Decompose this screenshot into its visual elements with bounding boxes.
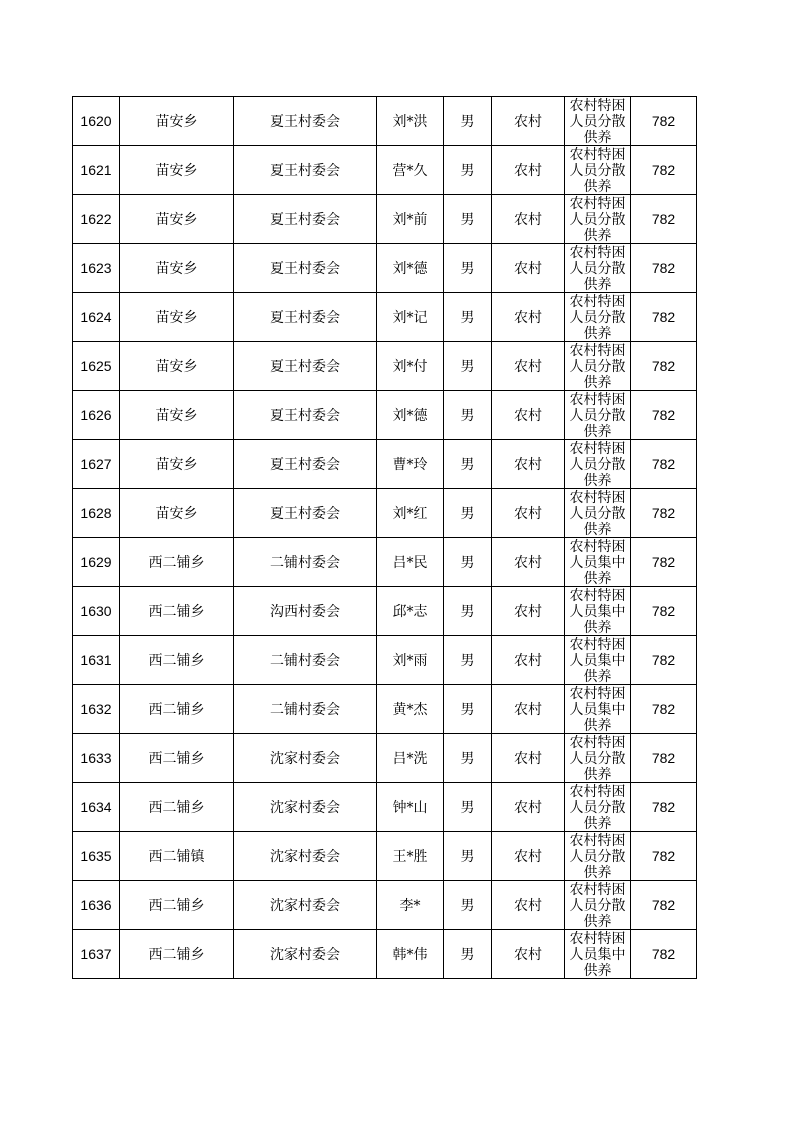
support-type-cell xyxy=(565,734,631,783)
residence-type-cell: 农村 xyxy=(492,97,565,146)
person-name-cell: 邱*志 xyxy=(377,587,444,636)
amount-cell: 782 xyxy=(631,244,697,293)
village-committee-cell: 沈家村委会 xyxy=(234,832,377,881)
support-type-text: 农村特困人员分散供养 xyxy=(569,147,626,194)
township-cell: 苗安乡 xyxy=(120,391,234,440)
amount-cell: 782 xyxy=(631,832,697,881)
support-type-cell xyxy=(565,195,631,244)
table-row xyxy=(73,195,697,244)
support-type-text: 农村特困人员集中供养 xyxy=(569,539,626,586)
table-body xyxy=(73,97,697,979)
gender-cell: 男 xyxy=(444,244,492,293)
serial-number-cell: 1624 xyxy=(73,293,120,342)
gender-cell: 男 xyxy=(444,440,492,489)
table-row xyxy=(73,783,697,832)
table-row xyxy=(73,440,697,489)
gender-cell: 男 xyxy=(444,538,492,587)
township-cell: 苗安乡 xyxy=(120,244,234,293)
village-committee-cell: 夏王村委会 xyxy=(234,97,377,146)
person-name-cell: 钟*山 xyxy=(377,783,444,832)
township-cell: 西二铺乡 xyxy=(120,587,234,636)
support-type-text: 农村特困人员分散供养 xyxy=(569,490,626,537)
person-name-cell: 吕*洗 xyxy=(377,734,444,783)
amount-cell: 782 xyxy=(631,538,697,587)
person-name-cell: 刘*红 xyxy=(377,489,444,538)
gender-cell: 男 xyxy=(444,97,492,146)
gender-cell: 男 xyxy=(444,146,492,195)
table-row xyxy=(73,832,697,881)
support-type-cell xyxy=(565,440,631,489)
amount-cell: 782 xyxy=(631,489,697,538)
residence-type-cell: 农村 xyxy=(492,342,565,391)
support-type-cell xyxy=(565,636,631,685)
table-row xyxy=(73,734,697,783)
residence-type-cell: 农村 xyxy=(492,440,565,489)
gender-cell: 男 xyxy=(444,832,492,881)
amount-cell: 782 xyxy=(631,440,697,489)
support-type-cell xyxy=(565,391,631,440)
township-cell: 苗安乡 xyxy=(120,489,234,538)
village-committee-cell: 沈家村委会 xyxy=(234,734,377,783)
residence-type-cell: 农村 xyxy=(492,538,565,587)
person-name-cell: 王*胜 xyxy=(377,832,444,881)
serial-number-cell: 1633 xyxy=(73,734,120,783)
village-committee-cell: 夏王村委会 xyxy=(234,342,377,391)
support-type-cell xyxy=(565,538,631,587)
table-row xyxy=(73,636,697,685)
support-type-text: 农村特困人员分散供养 xyxy=(569,98,626,145)
amount-cell: 782 xyxy=(631,783,697,832)
support-type-cell xyxy=(565,146,631,195)
support-type-cell xyxy=(565,97,631,146)
amount-cell: 782 xyxy=(631,881,697,930)
gender-cell: 男 xyxy=(444,930,492,979)
village-committee-cell: 夏王村委会 xyxy=(234,440,377,489)
serial-number-cell: 1627 xyxy=(73,440,120,489)
table-row xyxy=(73,881,697,930)
person-name-cell: 吕*民 xyxy=(377,538,444,587)
serial-number-cell: 1623 xyxy=(73,244,120,293)
residence-type-cell: 农村 xyxy=(492,783,565,832)
gender-cell: 男 xyxy=(444,342,492,391)
serial-number-cell: 1622 xyxy=(73,195,120,244)
table-row xyxy=(73,244,697,293)
village-committee-cell: 沈家村委会 xyxy=(234,783,377,832)
village-committee-cell: 二铺村委会 xyxy=(234,538,377,587)
serial-number-cell: 1620 xyxy=(73,97,120,146)
residence-type-cell: 农村 xyxy=(492,832,565,881)
support-type-text: 农村特困人员分散供养 xyxy=(569,833,626,880)
village-committee-cell: 夏王村委会 xyxy=(234,146,377,195)
person-name-cell: 韩*伟 xyxy=(377,930,444,979)
residence-type-cell: 农村 xyxy=(492,195,565,244)
person-name-cell: 营*久 xyxy=(377,146,444,195)
support-type-text: 农村特困人员分散供养 xyxy=(569,784,626,831)
residence-type-cell: 农村 xyxy=(492,146,565,195)
amount-cell: 782 xyxy=(631,685,697,734)
township-cell: 苗安乡 xyxy=(120,342,234,391)
person-name-cell: 刘*德 xyxy=(377,391,444,440)
gender-cell: 男 xyxy=(444,293,492,342)
table-row xyxy=(73,97,697,146)
support-type-text: 农村特困人员分散供养 xyxy=(569,196,626,243)
village-committee-cell: 沟西村委会 xyxy=(234,587,377,636)
table-row xyxy=(73,930,697,979)
serial-number-cell: 1632 xyxy=(73,685,120,734)
person-name-cell: 黄*杰 xyxy=(377,685,444,734)
amount-cell: 782 xyxy=(631,342,697,391)
person-name-cell: 刘*前 xyxy=(377,195,444,244)
table-row xyxy=(73,293,697,342)
support-type-cell xyxy=(565,930,631,979)
beneficiary-table xyxy=(72,96,697,979)
residence-type-cell: 农村 xyxy=(492,489,565,538)
village-committee-cell: 夏王村委会 xyxy=(234,391,377,440)
amount-cell: 782 xyxy=(631,146,697,195)
support-type-cell xyxy=(565,783,631,832)
township-cell: 苗安乡 xyxy=(120,440,234,489)
serial-number-cell: 1637 xyxy=(73,930,120,979)
township-cell: 西二铺乡 xyxy=(120,685,234,734)
amount-cell: 782 xyxy=(631,587,697,636)
table-row xyxy=(73,538,697,587)
person-name-cell: 刘*德 xyxy=(377,244,444,293)
serial-number-cell: 1635 xyxy=(73,832,120,881)
serial-number-cell: 1634 xyxy=(73,783,120,832)
gender-cell: 男 xyxy=(444,881,492,930)
gender-cell: 男 xyxy=(444,195,492,244)
amount-cell: 782 xyxy=(631,930,697,979)
residence-type-cell: 农村 xyxy=(492,636,565,685)
support-type-text: 农村特困人员分散供养 xyxy=(569,735,626,782)
township-cell: 西二铺乡 xyxy=(120,930,234,979)
township-cell: 苗安乡 xyxy=(120,146,234,195)
support-type-text: 农村特困人员分散供养 xyxy=(569,392,626,439)
amount-cell: 782 xyxy=(631,293,697,342)
support-type-cell xyxy=(565,881,631,930)
residence-type-cell: 农村 xyxy=(492,244,565,293)
support-type-text: 农村特困人员分散供养 xyxy=(569,441,626,488)
village-committee-cell: 沈家村委会 xyxy=(234,881,377,930)
support-type-text: 农村特困人员分散供养 xyxy=(569,294,626,341)
residence-type-cell: 农村 xyxy=(492,685,565,734)
table-row xyxy=(73,685,697,734)
support-type-text: 农村特困人员集中供养 xyxy=(569,588,626,635)
township-cell: 西二铺乡 xyxy=(120,881,234,930)
serial-number-cell: 1636 xyxy=(73,881,120,930)
table-row xyxy=(73,391,697,440)
serial-number-cell: 1625 xyxy=(73,342,120,391)
amount-cell: 782 xyxy=(631,636,697,685)
support-type-text: 农村特困人员分散供养 xyxy=(569,245,626,292)
amount-cell: 782 xyxy=(631,734,697,783)
serial-number-cell: 1626 xyxy=(73,391,120,440)
residence-type-cell: 农村 xyxy=(492,734,565,783)
residence-type-cell: 农村 xyxy=(492,293,565,342)
table-row xyxy=(73,587,697,636)
support-type-cell xyxy=(565,293,631,342)
township-cell: 苗安乡 xyxy=(120,293,234,342)
serial-number-cell: 1631 xyxy=(73,636,120,685)
township-cell: 西二铺乡 xyxy=(120,636,234,685)
village-committee-cell: 二铺村委会 xyxy=(234,636,377,685)
village-committee-cell: 二铺村委会 xyxy=(234,685,377,734)
person-name-cell: 曹*玲 xyxy=(377,440,444,489)
village-committee-cell: 夏王村委会 xyxy=(234,293,377,342)
township-cell: 西二铺镇 xyxy=(120,832,234,881)
amount-cell: 782 xyxy=(631,391,697,440)
amount-cell: 782 xyxy=(631,195,697,244)
serial-number-cell: 1630 xyxy=(73,587,120,636)
serial-number-cell: 1628 xyxy=(73,489,120,538)
support-type-text: 农村特困人员分散供养 xyxy=(569,882,626,929)
person-name-cell: 刘*记 xyxy=(377,293,444,342)
amount-cell: 782 xyxy=(631,97,697,146)
support-type-cell xyxy=(565,832,631,881)
gender-cell: 男 xyxy=(444,489,492,538)
person-name-cell: 刘*洪 xyxy=(377,97,444,146)
table-row xyxy=(73,489,697,538)
township-cell: 苗安乡 xyxy=(120,97,234,146)
support-type-text: 农村特困人员分散供养 xyxy=(569,343,626,390)
village-committee-cell: 夏王村委会 xyxy=(234,489,377,538)
gender-cell: 男 xyxy=(444,734,492,783)
village-committee-cell: 沈家村委会 xyxy=(234,930,377,979)
gender-cell: 男 xyxy=(444,783,492,832)
person-name-cell: 李* xyxy=(377,881,444,930)
gender-cell: 男 xyxy=(444,391,492,440)
support-type-cell xyxy=(565,244,631,293)
person-name-cell: 刘*付 xyxy=(377,342,444,391)
gender-cell: 男 xyxy=(444,636,492,685)
village-committee-cell: 夏王村委会 xyxy=(234,195,377,244)
township-cell: 西二铺乡 xyxy=(120,783,234,832)
support-type-text: 农村特困人员集中供养 xyxy=(569,686,626,733)
residence-type-cell: 农村 xyxy=(492,391,565,440)
gender-cell: 男 xyxy=(444,587,492,636)
support-type-text: 农村特困人员集中供养 xyxy=(569,931,626,978)
serial-number-cell: 1629 xyxy=(73,538,120,587)
residence-type-cell: 农村 xyxy=(492,930,565,979)
support-type-cell xyxy=(565,587,631,636)
support-type-cell xyxy=(565,342,631,391)
serial-number-cell: 1621 xyxy=(73,146,120,195)
support-type-cell xyxy=(565,685,631,734)
township-cell: 西二铺乡 xyxy=(120,734,234,783)
support-type-cell xyxy=(565,489,631,538)
village-committee-cell: 夏王村委会 xyxy=(234,244,377,293)
township-cell: 西二铺乡 xyxy=(120,538,234,587)
residence-type-cell: 农村 xyxy=(492,587,565,636)
township-cell: 苗安乡 xyxy=(120,195,234,244)
person-name-cell: 刘*雨 xyxy=(377,636,444,685)
gender-cell: 男 xyxy=(444,685,492,734)
table-row xyxy=(73,146,697,195)
residence-type-cell: 农村 xyxy=(492,881,565,930)
table-row xyxy=(73,342,697,391)
support-type-text: 农村特困人员集中供养 xyxy=(569,637,626,684)
